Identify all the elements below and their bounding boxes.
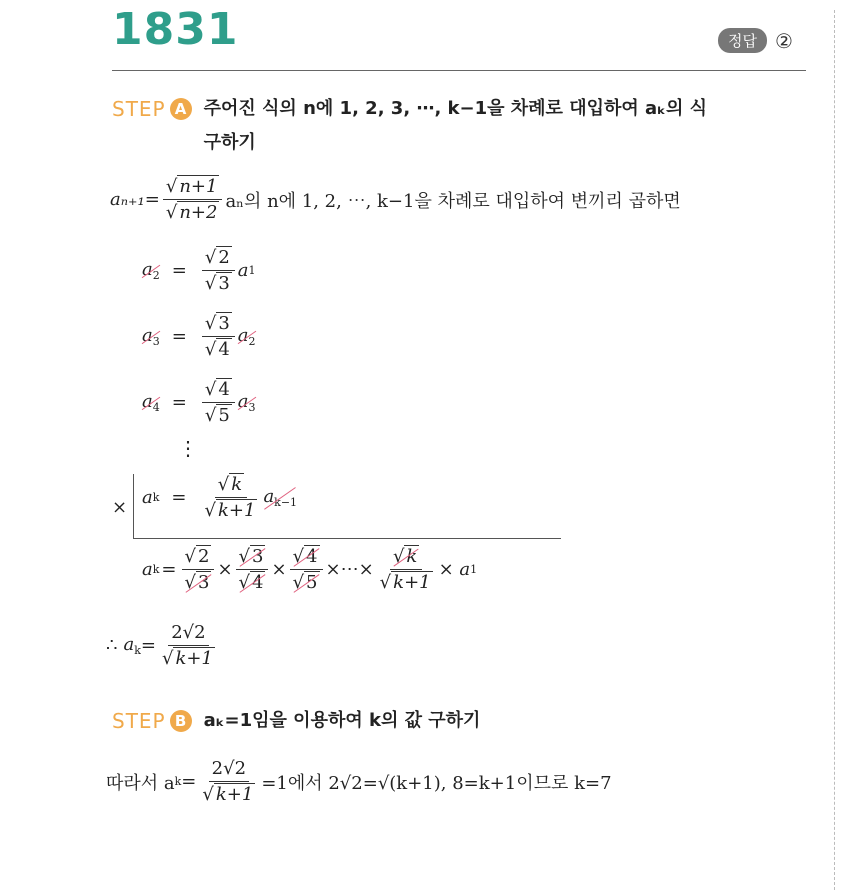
- eq1-num: 2: [218, 247, 230, 268]
- page-edge-dashed: [834, 10, 835, 890]
- therefore-num: 2√2: [168, 622, 208, 646]
- answer-block: [718, 28, 793, 53]
- product-dots: ×⋯×: [325, 559, 374, 580]
- problem-number: 1831: [112, 4, 239, 55]
- prod-f1-den: 3: [197, 572, 210, 593]
- eq3-lhs-sub: 4: [152, 401, 160, 414]
- product-tail-sub: 1: [470, 563, 478, 576]
- product-bracket: [133, 474, 134, 538]
- eq3-lhs: a: [142, 391, 153, 412]
- therefore-lhs-sub: k: [134, 644, 141, 657]
- final-den: k+1: [215, 784, 254, 805]
- step-a-circle: A: [170, 98, 192, 120]
- header-rule: [112, 70, 806, 71]
- step-a-label: STEP: [112, 97, 166, 121]
- recurrence-den: n+2: [179, 202, 218, 223]
- eqk-rhs-sub: k−1: [274, 496, 298, 509]
- recurrence-num: n+1: [179, 176, 218, 197]
- times-mark: ×: [112, 497, 128, 518]
- answer-value: ②: [774, 28, 793, 53]
- eq1-rhs-sub: 1: [248, 264, 256, 277]
- final-num: 2√2: [209, 758, 249, 782]
- therefore-den: k+1: [175, 648, 213, 669]
- step-b-header: [112, 704, 480, 738]
- prod-f1-num: 2: [197, 546, 210, 567]
- eq1-lhs: a: [142, 259, 153, 280]
- step-b-title: aₖ=1임을 이용하여 k의 값 구하기: [203, 710, 481, 731]
- eq2-lhs-sub: 3: [152, 335, 160, 348]
- step-a-title-2: 구하기: [203, 132, 256, 153]
- step-a-title-1: 주어진 식의 n에 1, 2, 3, ⋯, k−1을 차례로 대입하여 aₖ의 식: [203, 98, 707, 119]
- eq2-lhs: a: [142, 325, 153, 346]
- step-a-header: [112, 92, 707, 160]
- therefore-symbol: ∴: [106, 635, 118, 656]
- eqk-rhs: a: [263, 486, 275, 507]
- prod-f3-num: 4: [306, 546, 318, 567]
- final-prefix: 따라서 a: [106, 772, 175, 794]
- prod-f2-den: 4: [252, 572, 264, 593]
- eq2-num: 3: [218, 313, 230, 334]
- product-tail: × a: [438, 559, 471, 580]
- eqk-num: k: [231, 474, 243, 495]
- eq-row-k: a k = $\frac{√ k}{√ k+1}$ $a_{k-1}$: [142, 474, 298, 521]
- recurrence-line: [110, 176, 681, 223]
- therefore-lhs: a: [123, 634, 135, 655]
- product-rule: [133, 538, 561, 539]
- product-line: a k = $\frac{√ 2}{√ 3}$ × $\frac{√ 3}{√ 4}$ × $\frac{√ 4}{√ 5}$ ×⋯× $\frac{√ k}{√ k+1}$ × a 1: [142, 546, 478, 593]
- eq1-rhs: a: [237, 260, 249, 281]
- eq-row-3: $a_4$ = $\frac{√ 4}{√ 5}$ $a_3$: [142, 379, 256, 426]
- vertical-dots: ⋮: [178, 436, 198, 460]
- eqk-den: k+1: [217, 500, 256, 521]
- eq3-rhs-sub: 3: [248, 401, 256, 414]
- eq2-den: 4: [218, 339, 230, 360]
- eq2-rhs-sub: 2: [248, 335, 256, 348]
- prod-f2-num: 3: [252, 546, 264, 567]
- prod-last-num: k: [406, 546, 418, 567]
- recurrence-lhs: aₙ₊₁=: [110, 189, 160, 210]
- eq1-lhs-sub: 2: [152, 269, 160, 282]
- eq2-rhs: a: [237, 325, 249, 346]
- product-lhs: a: [142, 559, 153, 580]
- eqk-lhs-sub: k: [152, 491, 160, 504]
- recurrence-text: aₙ의 n에 1, 2, ⋯, k−1을 차례로 대입하여 변끼리 곱하면: [225, 190, 681, 212]
- therefore-line: ∴ $a_k$ = $\frac{2√2}{√ k+1}$: [106, 622, 213, 669]
- recurrence-fraction: $\frac{√ n+1}{√ n+2}$: [163, 176, 223, 223]
- eqk-lhs: a: [142, 487, 153, 508]
- final-text: =1에서 2√2=√(k+1), 8=k+1이므로 k=7: [261, 772, 612, 794]
- eq-row-1: $a_2$ = $\frac{√ 2}{√ 3}$ a 1: [142, 247, 256, 294]
- eq-row-2: $a_3$ = $\frac{√ 3}{√ 4}$ $a_2$: [142, 313, 256, 360]
- product-lhs-sub: k: [152, 563, 160, 576]
- prod-last-den: k+1: [393, 572, 431, 593]
- final-line: 따라서 a k = $\frac{2√2}{√ k+1}$ =1에서 2√2=√(k+1), 8=k+1이므로 k=7: [106, 758, 612, 805]
- step-b-circle: B: [170, 710, 192, 732]
- step-b-label: STEP: [112, 709, 166, 733]
- eq3-num: 4: [218, 379, 230, 400]
- eq3-den: 5: [218, 405, 230, 426]
- answer-badge: 정답: [718, 28, 767, 53]
- eq1-den: 3: [218, 273, 230, 294]
- prod-f3-den: 5: [306, 572, 318, 593]
- eq3-rhs: a: [237, 391, 249, 412]
- final-sub: k: [174, 775, 182, 788]
